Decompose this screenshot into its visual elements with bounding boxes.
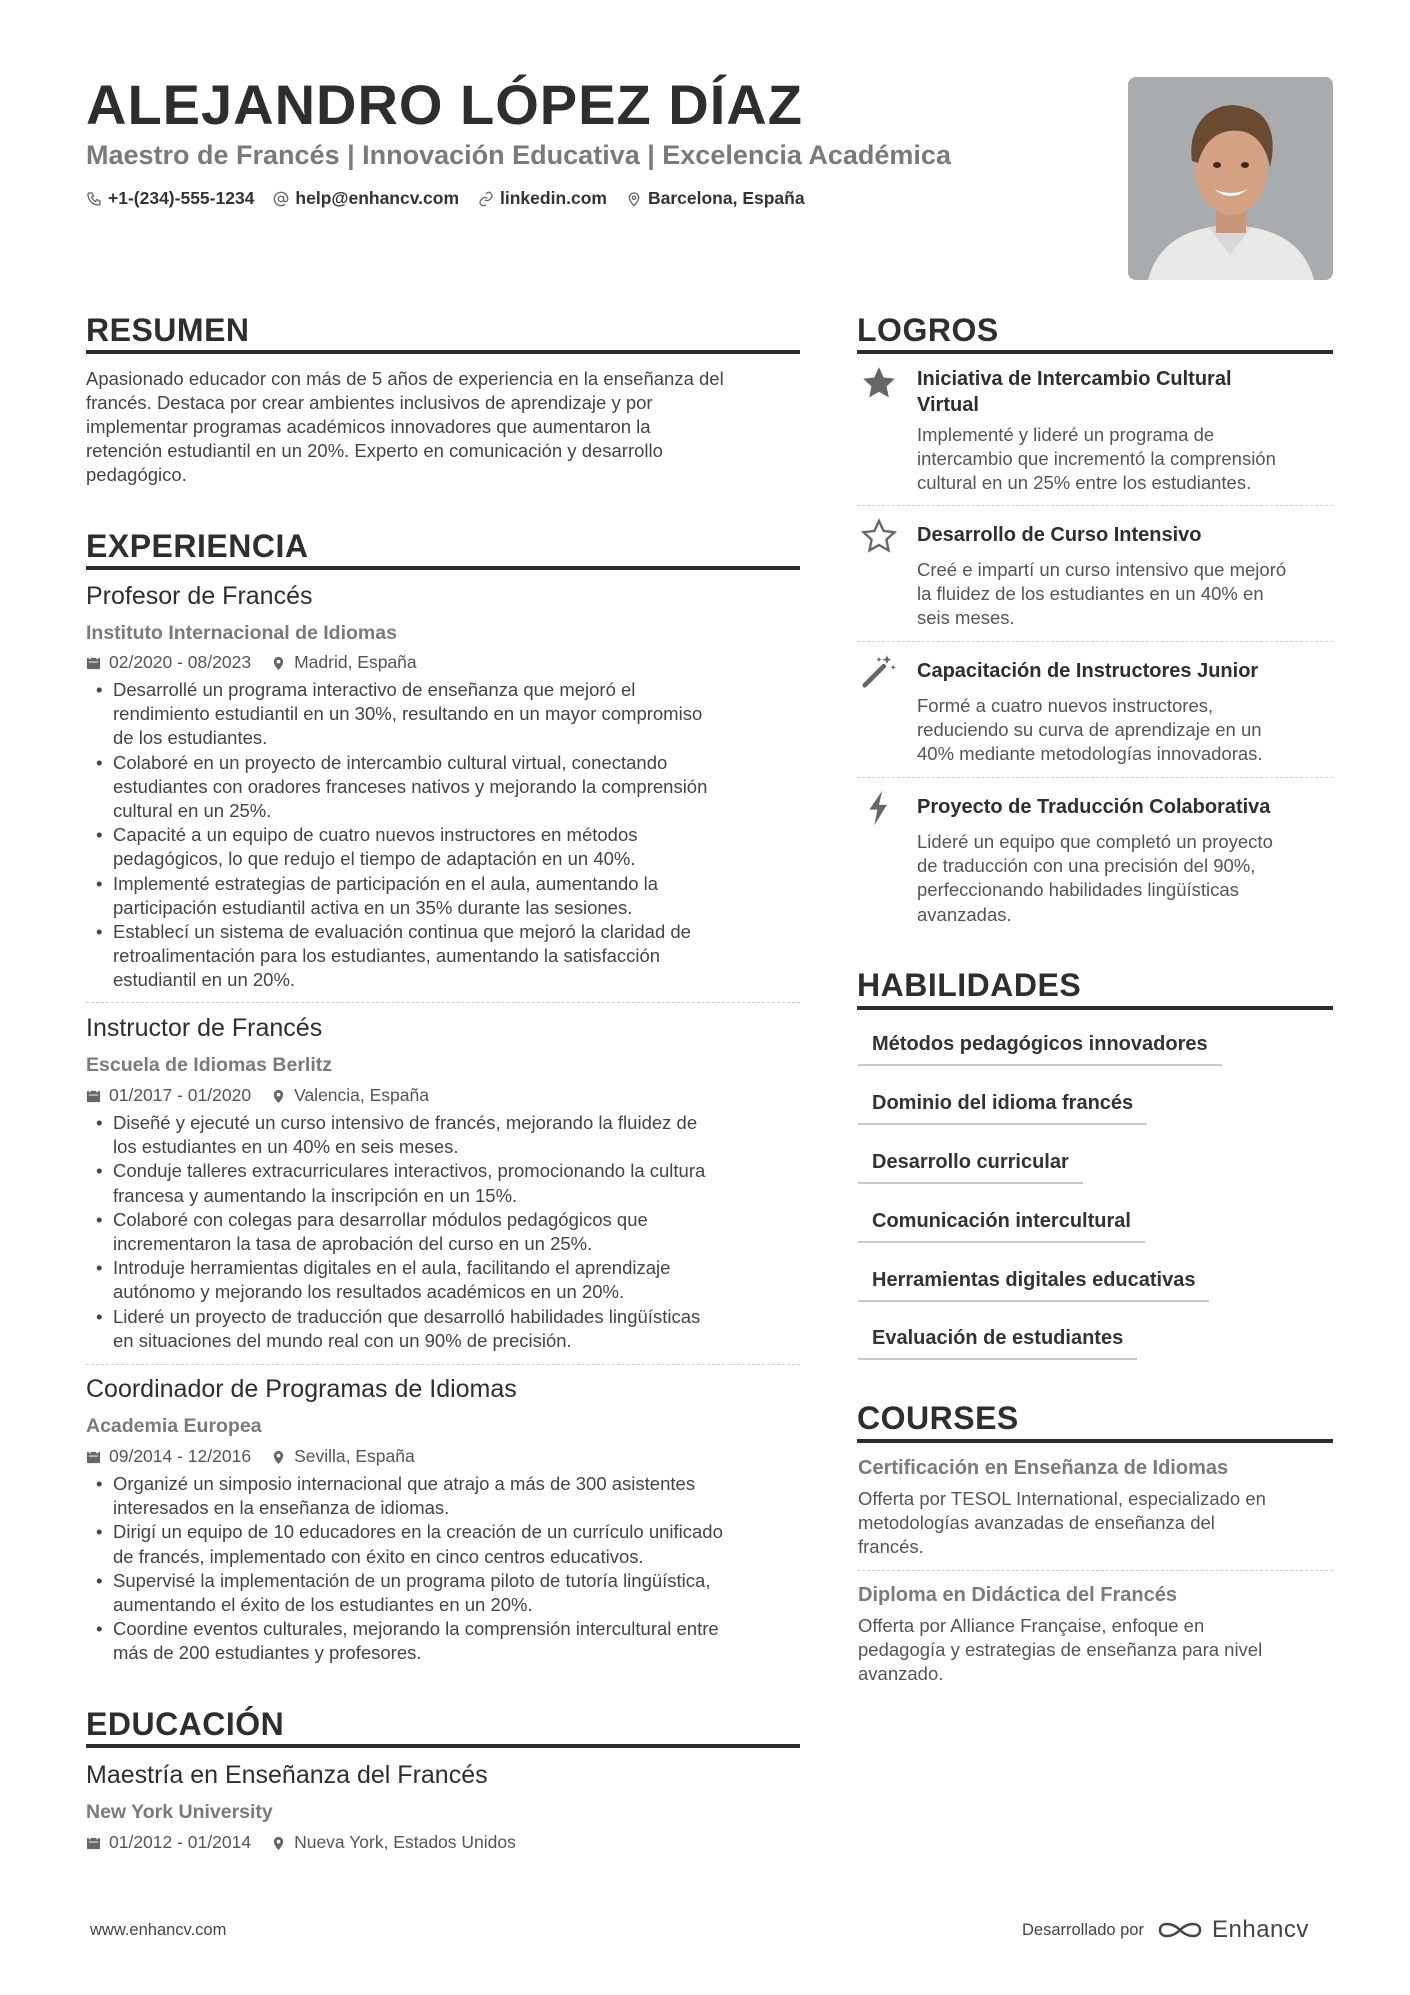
job-company: Instituto Internacional de Idiomas [86,622,397,644]
contact-phone[interactable] [86,188,254,209]
at-icon [273,191,289,207]
skills-rule [857,1006,1333,1010]
course-title: Diploma en Didáctica del Francés [858,1584,1177,1606]
job-meta [86,1446,415,1467]
achievement-desc: Implementé y lideré un programa de intercambio que incrementó la comprensión cultural en un 25% entre los estudiantes. [917,424,1276,494]
brand-name: Enhancv [1211,1916,1309,1943]
powered-by-text: Desarrollado por [1022,1920,1144,1939]
job-dates: 02/2020 - 08/2023 [109,652,252,672]
education-title: EDUCACIÓN [86,1706,285,1742]
job-bullets [86,1111,806,1353]
job-title: Coordinador de Programas de Idiomas [86,1375,517,1403]
achievement-title: Iniciativa de Intercambio Cultural Virtual [917,368,1232,416]
job-location: Sevilla, España [294,1446,415,1466]
bullet-item: • Colaboré con colegas para desarrollar módulos pedagógicos que incrementaron la tasa de aprobación del curso en un 25%. [86,1208,806,1256]
summary-rule [86,350,800,354]
bullet-item: • Implementé estrategias de participación en el aula, aumentando la participación estudiantil activa en un 35% durante las sesiones. [86,872,806,920]
location-text: Barcelona, España [647,188,805,208]
job-location: Valencia, España [294,1085,429,1105]
bullet-item: • Introduje herramientas digitales en el aula, facilitando el aprendizaje autónomo y mejorando los resultados académicos en un 20%. [86,1256,806,1304]
skill-tag: Desarrollo curricular [858,1144,1083,1184]
email-text: help@enhancv.com [295,188,460,208]
footer-branding[interactable] [1022,1916,1309,1944]
divider [86,1002,800,1003]
summary-text [86,367,806,487]
divider [857,777,1333,778]
skill-tag: Evaluación de estudiantes [858,1320,1137,1360]
star-outline-icon [860,517,898,555]
portrait-illustration [1128,77,1333,280]
divider [857,641,1333,642]
achievements-rule [857,350,1333,354]
divider [86,1364,800,1365]
job-title: Instructor de Francés [86,1014,323,1042]
divider [857,1570,1333,1571]
achievement-desc: Lideré un equipo que completó un proyecto de traducción con una precisión del 90%, perfeccionando habilidades lingüísticas avanzadas. [917,831,1273,925]
achievement-title: Proyecto de Traducción Colaborativa [917,796,1271,818]
job-location: Madrid, España [294,652,417,672]
location-pin-icon [271,1088,286,1103]
location-pin-icon [271,1835,286,1850]
achievement-title: Capacitación de Instructores Junior [917,660,1259,682]
achievements-title: LOGROS [857,312,999,348]
profile-photo [1128,77,1333,280]
skill-tag: Métodos pedagógicos innovadores [858,1026,1222,1066]
course-desc: Offerta por TESOL International, especializado en metodologías avanzadas de enseñanza del francés. [858,1488,1266,1558]
job-dates: 01/2017 - 01/2020 [109,1085,252,1105]
job-title: Profesor de Francés [86,582,313,610]
education-dates: 01/2012 - 01/2014 [109,1832,252,1852]
summary-line: Apasionado educador con más de 5 años de experiencia en la enseñanza del [86,368,724,389]
candidate-subtitle: Maestro de Francés | Innovación Educativa | Excelencia Académica [86,140,951,170]
courses-rule [857,1439,1333,1443]
divider [857,505,1333,506]
summary-title: RESUMEN [86,312,250,348]
calendar-icon [86,1449,101,1464]
job-bullets [86,678,806,993]
education-meta [86,1832,516,1853]
candidate-name: ALEJANDRO LÓPEZ DÍAZ [86,73,803,136]
school-name: New York University [86,1801,273,1823]
contact-bar [86,188,824,209]
bullet-item: • Capacité a un equipo de cuatro nuevos instructores en métodos pedagógicos, lo que redujo el tiempo de adaptación en un 40%. [86,823,806,871]
footer-website[interactable]: www.enhancv.com [90,1921,227,1939]
summary-line: retención estudiantil en un 20%. Experto en comunicación y desarrollo [86,440,663,461]
linkedin-text: linkedin.com [500,188,607,208]
bullet-item: • Dirigí un equipo de 10 educadores en la creación de un currículo unificado de francés, implementado con éxito en cinco centros educativos. [86,1520,806,1568]
job-dates: 09/2014 - 12/2016 [109,1446,252,1466]
location-pin-icon [271,1449,286,1464]
summary-line: pedagógico. [86,464,187,485]
courses-title: COURSES [857,1400,1019,1436]
star-filled-icon [860,364,898,402]
achievement-title: Desarrollo de Curso Intensivo [917,524,1202,546]
contact-email[interactable] [273,188,459,209]
bullet-item: • Organizé un simposio internacional que atrajo a más de 300 asistentes interesados en la enseñanza de idiomas. [86,1472,806,1520]
achievement-desc: Formé a cuatro nuevos instructores, reduciendo su curva de aprendizaje en un 40% mediante metodologías innovadoras. [917,695,1263,765]
education-rule [86,1744,800,1748]
bullet-item: • Diseñé y ejecuté un curso intensivo de francés, mejorando la fluidez de los estudiantes en un 40% en seis meses. [86,1111,806,1159]
achievement-desc: Creé e impartí un curso intensivo que mejoró la fluidez de los estudiantes en un 40% en seis meses. [917,559,1287,629]
bullet-item: • Desarrollé un programa interactivo de enseñanza que mejoró el rendimiento estudiantil en un 30%, resultando en un mayor compromiso de los estudiantes. [86,678,806,751]
lightning-icon [860,789,898,827]
contact-location [626,188,805,209]
education-location: Nueva York, Estados Unidos [294,1832,516,1852]
phone-icon [86,191,102,207]
magic-wand-icon [860,652,898,690]
bullet-item: • Establecí un sistema de evaluación continua que mejoró la claridad de retroalimentación para los estudiantes, aumentando la satisfacción estudiantil en un 20%. [86,920,806,993]
bullet-item: • Conduje talleres extracurriculares interactivos, promocionando la cultura francesa y aumentando la inscripción en un 15%. [86,1159,806,1207]
calendar-icon [86,1835,101,1850]
job-company: Escuela de Idiomas Berlitz [86,1054,333,1076]
contact-linkedin[interactable] [478,188,607,209]
bullet-item: • Supervisé la implementación de un programa piloto de tutoría lingüística, aumentando el éxito de los estudiantes en un 20%. [86,1569,806,1617]
location-pin-icon [271,655,286,670]
skill-tag: Comunicación intercultural [858,1203,1145,1243]
course-title: Certificación en Enseñanza de Idiomas [858,1457,1229,1479]
job-meta [86,1085,429,1106]
experience-title: EXPERIENCIA [86,528,309,564]
skill-tag: Dominio del idioma francés [858,1085,1147,1125]
job-meta [86,652,417,673]
location-pin-icon [626,191,642,207]
enhancv-logo-icon [1156,1917,1204,1943]
bullet-item: • Colaboré en un proyecto de intercambio cultural virtual, conectando estudiantes con oradores franceses nativos y mejorando la comprensión cultural en un 25%. [86,751,806,824]
skills-title: HABILIDADES [857,967,1082,1003]
skill-tag: Herramientas digitales educativas [858,1262,1209,1302]
summary-line: francés. Destaca por crear ambientes inclusivos de aprendizaje y por [86,392,653,413]
phone-text: +1-(234)-555-1234 [108,188,255,208]
course-desc: Offerta por Alliance Française, enfoque en pedagogía y estrategias de enseñanza para nivel avanzado. [858,1615,1263,1685]
bullet-item: • Lideré un proyecto de traducción que desarrolló habilidades lingüísticas en situaciones del mundo real con un 90% de precisión. [86,1305,806,1353]
job-bullets [86,1472,806,1666]
job-company: Academia Europea [86,1415,262,1437]
summary-line: implementar programas académicos innovadores que aumentaron la [86,416,651,437]
experience-rule [86,566,800,570]
calendar-icon [86,655,101,670]
bullet-item: • Coordine eventos culturales, mejorando la comprensión intercultural entre más de 200 estudiantes y profesores. [86,1617,806,1665]
calendar-icon [86,1088,101,1103]
degree-title: Maestría en Enseñanza del Francés [86,1761,488,1789]
link-icon [478,191,494,207]
